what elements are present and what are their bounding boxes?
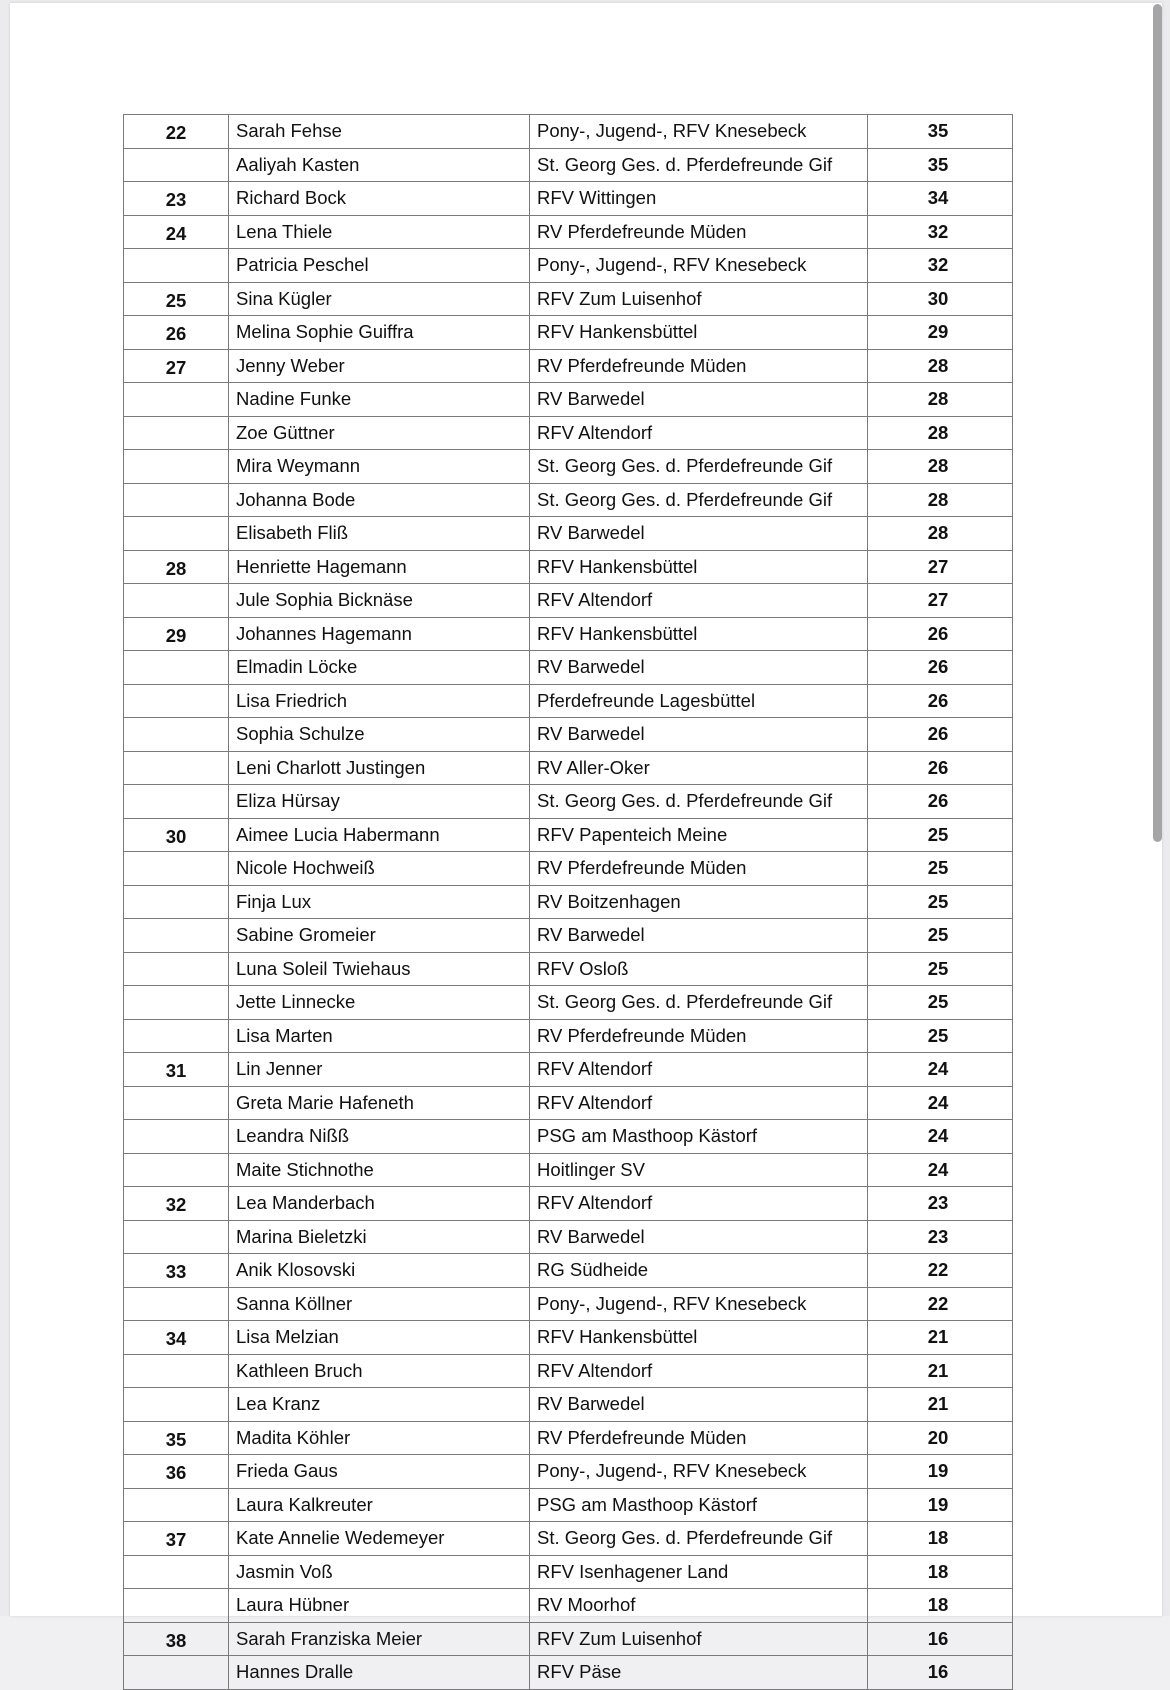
rank-cell <box>124 383 229 417</box>
table-row <box>124 215 1013 249</box>
table-row <box>124 1019 1013 1053</box>
table-row <box>124 1153 1013 1187</box>
table-row <box>124 450 1013 484</box>
rank-cell: 33 <box>124 1254 229 1288</box>
table-row <box>124 919 1013 953</box>
table-row <box>124 818 1013 852</box>
club-cell: RV Barwedel <box>530 651 868 685</box>
score-cell: 26 <box>868 751 1013 785</box>
rank-cell: 34 <box>124 1321 229 1355</box>
rider-name-cell: Aimee Lucia Habermann <box>229 818 530 852</box>
rider-name-cell: Maite Stichnothe <box>229 1153 530 1187</box>
club-cell: St. Georg Ges. d. Pferdefreunde Gif <box>530 1522 868 1556</box>
score-cell: 25 <box>868 1019 1013 1053</box>
club-cell: RV Aller-Oker <box>530 751 868 785</box>
rider-name-cell: Laura Kalkreuter <box>229 1488 530 1522</box>
score-cell: 22 <box>868 1254 1013 1288</box>
club-cell: RV Barwedel <box>530 919 868 953</box>
rider-name-cell: Kathleen Bruch <box>229 1354 530 1388</box>
rider-name-cell: Jasmin Voß <box>229 1555 530 1589</box>
club-cell: RFV Altendorf <box>530 584 868 618</box>
club-cell: Pony-, Jugend-, RFV Knesebeck <box>530 115 868 149</box>
rider-name-cell: Elmadin Löcke <box>229 651 530 685</box>
club-cell: RV Barwedel <box>530 517 868 551</box>
table-row <box>124 1488 1013 1522</box>
table-row <box>124 416 1013 450</box>
club-cell: St. Georg Ges. d. Pferdefreunde Gif <box>530 986 868 1020</box>
rider-name-cell: Jette Linnecke <box>229 986 530 1020</box>
results-table-body <box>124 115 1013 1690</box>
rider-name-cell: Lena Thiele <box>229 215 530 249</box>
club-cell: RV Moorhof <box>530 1589 868 1623</box>
rider-name-cell: Hannes Dralle <box>229 1656 530 1690</box>
club-cell: RV Barwedel <box>530 718 868 752</box>
table-row <box>124 1254 1013 1288</box>
score-cell: 25 <box>868 852 1013 886</box>
rank-cell <box>124 986 229 1020</box>
rank-cell: 29 <box>124 617 229 651</box>
rider-name-cell: Kate Annelie Wedemeyer <box>229 1522 530 1556</box>
rank-cell <box>124 919 229 953</box>
club-cell: Pony-, Jugend-, RFV Knesebeck <box>530 249 868 283</box>
table-row <box>124 986 1013 1020</box>
score-cell: 26 <box>868 617 1013 651</box>
rank-cell: 37 <box>124 1522 229 1556</box>
rank-cell <box>124 751 229 785</box>
table-row <box>124 885 1013 919</box>
rank-cell <box>124 952 229 986</box>
rank-cell: 32 <box>124 1187 229 1221</box>
rank-cell: 35 <box>124 1421 229 1455</box>
table-row <box>124 1187 1013 1221</box>
table-row <box>124 785 1013 819</box>
rider-name-cell: Jule Sophia Bicknäse <box>229 584 530 618</box>
document-page <box>10 3 1162 1683</box>
score-cell: 28 <box>868 483 1013 517</box>
rider-name-cell: Sabine Gromeier <box>229 919 530 953</box>
club-cell: St. Georg Ges. d. Pferdefreunde Gif <box>530 450 868 484</box>
score-cell: 30 <box>868 282 1013 316</box>
table-row <box>124 1555 1013 1589</box>
club-cell: RV Pferdefreunde Müden <box>530 1421 868 1455</box>
rank-cell <box>124 1120 229 1154</box>
club-cell: RFV Zum Luisenhof <box>530 1622 868 1656</box>
club-cell: RV Boitzenhagen <box>530 885 868 919</box>
club-cell: RV Pferdefreunde Müden <box>530 852 868 886</box>
rider-name-cell: Lea Kranz <box>229 1388 530 1422</box>
rider-name-cell: Henriette Hagemann <box>229 550 530 584</box>
club-cell: PSG am Masthoop Kästorf <box>530 1120 868 1154</box>
club-cell: RV Barwedel <box>530 1220 868 1254</box>
rider-name-cell: Mira Weymann <box>229 450 530 484</box>
table-row <box>124 751 1013 785</box>
club-cell: St. Georg Ges. d. Pferdefreunde Gif <box>530 785 868 819</box>
score-cell: 25 <box>868 986 1013 1020</box>
rank-cell: 22 <box>124 115 229 149</box>
rider-name-cell: Greta Marie Hafeneth <box>229 1086 530 1120</box>
score-cell: 16 <box>868 1656 1013 1690</box>
club-cell: RFV Päse <box>530 1656 868 1690</box>
club-cell: RV Barwedel <box>530 383 868 417</box>
table-row <box>124 651 1013 685</box>
club-cell: RV Pferdefreunde Müden <box>530 215 868 249</box>
score-cell: 24 <box>868 1086 1013 1120</box>
rider-name-cell: Elisabeth Fliß <box>229 517 530 551</box>
table-row <box>124 517 1013 551</box>
rider-name-cell: Nadine Funke <box>229 383 530 417</box>
rank-cell <box>124 1220 229 1254</box>
rank-cell: 24 <box>124 215 229 249</box>
club-cell: Pony-, Jugend-, RFV Knesebeck <box>530 1287 868 1321</box>
rank-cell <box>124 684 229 718</box>
table-row <box>124 1287 1013 1321</box>
club-cell: RFV Zum Luisenhof <box>530 282 868 316</box>
rank-cell <box>124 517 229 551</box>
club-cell: RV Barwedel <box>530 1388 868 1422</box>
club-cell: RFV Altendorf <box>530 416 868 450</box>
table-row <box>124 852 1013 886</box>
rider-name-cell: Finja Lux <box>229 885 530 919</box>
table-row <box>124 249 1013 283</box>
table-row <box>124 148 1013 182</box>
score-cell: 26 <box>868 651 1013 685</box>
table-row <box>124 584 1013 618</box>
club-cell: RFV Altendorf <box>530 1187 868 1221</box>
score-cell: 29 <box>868 316 1013 350</box>
rank-cell <box>124 1656 229 1690</box>
rider-name-cell: Johannes Hagemann <box>229 617 530 651</box>
table-row <box>124 316 1013 350</box>
club-cell: RFV Hankensbüttel <box>530 617 868 651</box>
vertical-scrollbar-thumb[interactable] <box>1153 4 1162 842</box>
rank-cell <box>124 885 229 919</box>
rank-cell <box>124 450 229 484</box>
club-cell: RFV Hankensbüttel <box>530 550 868 584</box>
table-row <box>124 349 1013 383</box>
rider-name-cell: Sina Kügler <box>229 282 530 316</box>
table-row <box>124 115 1013 149</box>
score-cell: 28 <box>868 450 1013 484</box>
table-row <box>124 1220 1013 1254</box>
score-cell: 34 <box>868 182 1013 216</box>
rider-name-cell: Lisa Friedrich <box>229 684 530 718</box>
rider-name-cell: Sophia Schulze <box>229 718 530 752</box>
rider-name-cell: Madita Köhler <box>229 1421 530 1455</box>
score-cell: 18 <box>868 1589 1013 1623</box>
table-row <box>124 1656 1013 1690</box>
rank-cell <box>124 148 229 182</box>
rider-name-cell: Nicole Hochweiß <box>229 852 530 886</box>
score-cell: 24 <box>868 1153 1013 1187</box>
score-cell: 19 <box>868 1488 1013 1522</box>
table-row <box>124 1522 1013 1556</box>
rider-name-cell: Lea Manderbach <box>229 1187 530 1221</box>
table-row <box>124 684 1013 718</box>
rider-name-cell: Richard Bock <box>229 182 530 216</box>
rider-name-cell: Aaliyah Kasten <box>229 148 530 182</box>
table-row <box>124 1321 1013 1355</box>
club-cell: RFV Isenhagener Land <box>530 1555 868 1589</box>
table-row <box>124 1388 1013 1422</box>
rank-cell: 30 <box>124 818 229 852</box>
rank-cell <box>124 785 229 819</box>
score-cell: 24 <box>868 1120 1013 1154</box>
rank-cell: 26 <box>124 316 229 350</box>
score-cell: 35 <box>868 148 1013 182</box>
table-row <box>124 617 1013 651</box>
score-cell: 25 <box>868 919 1013 953</box>
rider-name-cell: Eliza Hürsay <box>229 785 530 819</box>
table-row <box>124 1421 1013 1455</box>
rider-name-cell: Lin Jenner <box>229 1053 530 1087</box>
score-cell: 24 <box>868 1053 1013 1087</box>
rider-name-cell: Lisa Marten <box>229 1019 530 1053</box>
rider-name-cell: Marina Bieletzki <box>229 1220 530 1254</box>
rank-cell <box>124 483 229 517</box>
table-row <box>124 1622 1013 1656</box>
table-row <box>124 1589 1013 1623</box>
club-cell: RFV Papenteich Meine <box>530 818 868 852</box>
club-cell: RG Südheide <box>530 1254 868 1288</box>
score-cell: 19 <box>868 1455 1013 1489</box>
table-row <box>124 1354 1013 1388</box>
score-cell: 21 <box>868 1388 1013 1422</box>
rank-cell <box>124 1086 229 1120</box>
rider-name-cell: Leni Charlott Justingen <box>229 751 530 785</box>
club-cell: Pony-, Jugend-, RFV Knesebeck <box>530 1455 868 1489</box>
score-cell: 16 <box>868 1622 1013 1656</box>
rank-cell <box>124 1589 229 1623</box>
rank-cell: 36 <box>124 1455 229 1489</box>
rider-name-cell: Leandra Nißß <box>229 1120 530 1154</box>
results-table <box>123 114 1013 1690</box>
rider-name-cell: Anik Klosovski <box>229 1254 530 1288</box>
club-cell: RFV Hankensbüttel <box>530 316 868 350</box>
rank-cell <box>124 1354 229 1388</box>
rank-cell <box>124 1287 229 1321</box>
rider-name-cell: Luna Soleil Twiehaus <box>229 952 530 986</box>
score-cell: 23 <box>868 1187 1013 1221</box>
score-cell: 32 <box>868 249 1013 283</box>
rank-cell <box>124 1019 229 1053</box>
table-row <box>124 550 1013 584</box>
rank-cell <box>124 249 229 283</box>
score-cell: 35 <box>868 115 1013 149</box>
rider-name-cell: Laura Hübner <box>229 1589 530 1623</box>
score-cell: 25 <box>868 885 1013 919</box>
rank-cell: 25 <box>124 282 229 316</box>
rank-cell: 28 <box>124 550 229 584</box>
score-cell: 21 <box>868 1354 1013 1388</box>
rider-name-cell: Zoe Güttner <box>229 416 530 450</box>
club-cell: Pferdefreunde Lagesbüttel <box>530 684 868 718</box>
rider-name-cell: Sarah Fehse <box>229 115 530 149</box>
rider-name-cell: Patricia Peschel <box>229 249 530 283</box>
score-cell: 22 <box>868 1287 1013 1321</box>
score-cell: 27 <box>868 584 1013 618</box>
score-cell: 28 <box>868 416 1013 450</box>
table-row <box>124 1053 1013 1087</box>
rank-cell <box>124 852 229 886</box>
rank-cell: 31 <box>124 1053 229 1087</box>
rider-name-cell: Sanna Köllner <box>229 1287 530 1321</box>
rank-cell: 27 <box>124 349 229 383</box>
score-cell: 26 <box>868 785 1013 819</box>
club-cell: RFV Wittingen <box>530 182 868 216</box>
club-cell: RFV Altendorf <box>530 1086 868 1120</box>
club-cell: RFV Osloß <box>530 952 868 986</box>
score-cell: 20 <box>868 1421 1013 1455</box>
score-cell: 32 <box>868 215 1013 249</box>
rider-name-cell: Johanna Bode <box>229 483 530 517</box>
club-cell: St. Georg Ges. d. Pferdefreunde Gif <box>530 483 868 517</box>
score-cell: 26 <box>868 684 1013 718</box>
club-cell: RV Pferdefreunde Müden <box>530 349 868 383</box>
rank-cell <box>124 1555 229 1589</box>
rank-cell <box>124 584 229 618</box>
table-row <box>124 718 1013 752</box>
table-row <box>124 1120 1013 1154</box>
club-cell: Hoitlinger SV <box>530 1153 868 1187</box>
rider-name-cell: Melina Sophie Guiffra <box>229 316 530 350</box>
score-cell: 18 <box>868 1522 1013 1556</box>
table-row <box>124 383 1013 417</box>
table-row <box>124 952 1013 986</box>
rank-cell <box>124 1388 229 1422</box>
table-row <box>124 1086 1013 1120</box>
score-cell: 23 <box>868 1220 1013 1254</box>
rank-cell: 23 <box>124 182 229 216</box>
rank-cell <box>124 1488 229 1522</box>
table-row <box>124 1455 1013 1489</box>
score-cell: 25 <box>868 818 1013 852</box>
rank-cell <box>124 416 229 450</box>
score-cell: 28 <box>868 517 1013 551</box>
club-cell: PSG am Masthoop Kästorf <box>530 1488 868 1522</box>
rider-name-cell: Frieda Gaus <box>229 1455 530 1489</box>
rank-cell <box>124 651 229 685</box>
score-cell: 27 <box>868 550 1013 584</box>
score-cell: 26 <box>868 718 1013 752</box>
score-cell: 21 <box>868 1321 1013 1355</box>
club-cell: St. Georg Ges. d. Pferdefreunde Gif <box>530 148 868 182</box>
score-cell: 28 <box>868 349 1013 383</box>
score-cell: 25 <box>868 952 1013 986</box>
rider-name-cell: Sarah Franziska Meier <box>229 1622 530 1656</box>
rider-name-cell: Lisa Melzian <box>229 1321 530 1355</box>
table-row <box>124 483 1013 517</box>
score-cell: 28 <box>868 383 1013 417</box>
table-row <box>124 182 1013 216</box>
table-row <box>124 282 1013 316</box>
rank-cell <box>124 1153 229 1187</box>
club-cell: RFV Altendorf <box>530 1354 868 1388</box>
rank-cell <box>124 718 229 752</box>
club-cell: RFV Hankensbüttel <box>530 1321 868 1355</box>
score-cell: 18 <box>868 1555 1013 1589</box>
rider-name-cell: Jenny Weber <box>229 349 530 383</box>
rank-cell: 38 <box>124 1622 229 1656</box>
club-cell: RV Pferdefreunde Müden <box>530 1019 868 1053</box>
club-cell: RFV Altendorf <box>530 1053 868 1087</box>
